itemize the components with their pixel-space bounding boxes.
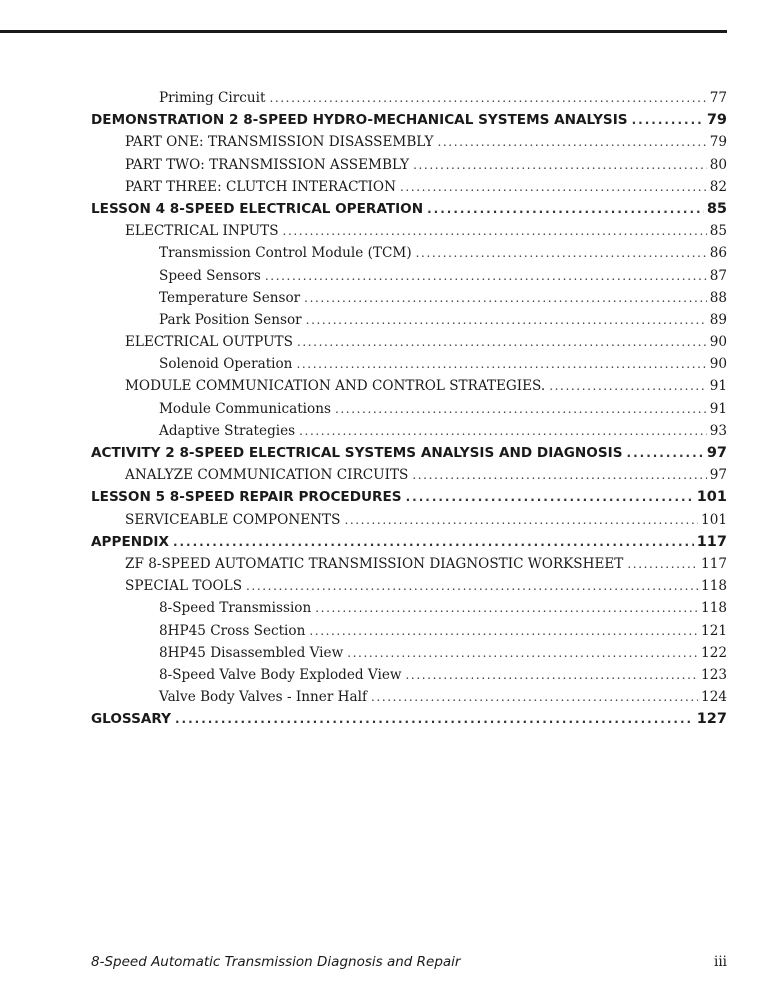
toc-entry[interactable] [91,242,727,264]
toc-entry-title: ANALYZE COMMUNICATION CIRCUITS [125,467,409,484]
toc-entry-page: 117 [701,555,727,572]
toc-entry-page: 123 [701,666,727,683]
toc-entry-title: PART THREE: CLUTCH INTERACTION [125,178,396,195]
toc-entry[interactable] [91,553,727,575]
dot-leader [416,242,707,264]
toc-entry[interactable] [91,287,727,309]
toc-section-entry[interactable] [91,708,727,730]
dot-leader [412,464,706,486]
dot-leader [269,87,706,109]
toc-entry-title: SPECIAL TOOLS [125,578,243,595]
toc-entry[interactable] [91,509,727,531]
toc-entry-title: LESSON 4 8-SPEED ELECTRICAL OPERATION [91,200,424,217]
toc-entry-page: 89 [709,311,727,328]
toc-entry-page: 79 [709,134,727,151]
dot-leader [283,220,707,242]
dot-leader [304,287,707,309]
toc-entry[interactable] [91,331,727,353]
toc-entry-page: 87 [709,267,727,284]
toc-entry[interactable] [91,220,727,242]
toc-entry-page: 77 [709,90,727,106]
toc-entry-page: 118 [701,578,727,595]
toc-entry-page: 88 [709,289,727,306]
toc-entry[interactable] [91,176,727,198]
toc-entry-title: Priming Circuit [159,90,266,106]
toc-entry-page: 79 [706,112,727,129]
toc-entry-page: 118 [701,600,727,617]
toc-entry-page: 91 [709,378,727,395]
toc-entry-page: 80 [709,156,727,173]
toc-entry-page: 90 [709,356,727,373]
dot-leader [265,265,707,287]
toc-entry-title: Module Communications [159,400,331,417]
toc-entry-page: 97 [706,445,727,461]
toc-section-entry[interactable] [91,486,727,508]
toc-entry[interactable] [91,664,727,686]
toc-entry-page: 101 [696,489,727,506]
toc-entry[interactable] [91,87,727,109]
footer-page-number: iii [714,954,727,970]
table-of-contents [91,87,727,730]
toc-entry-title: Solenoid Operation [159,356,293,373]
toc-entry[interactable] [91,265,727,287]
toc-entry-title: APPENDIX [91,533,169,550]
toc-entry-title: Adaptive Strategies [159,422,296,439]
toc-entry-page: 121 [701,622,727,639]
dot-leader [347,642,698,664]
toc-entry-title: Valve Body Valves - Inner Half [159,689,367,706]
footer-book-title: 8-Speed Automatic Transmission Diagnosis and Repair [91,954,461,970]
toc-entry-page: 85 [709,223,727,240]
dot-leader [406,486,694,508]
toc-entry-page: 127 [696,711,727,728]
toc-entry-title: 8HP45 Cross Section [159,622,306,639]
dot-leader [371,686,698,708]
toc-section-entry[interactable] [91,442,727,464]
toc-entry-page: 97 [709,467,727,484]
toc-entry-title: LESSON 5 8-SPEED REPAIR PROCEDURES [91,489,402,506]
toc-entry[interactable] [91,620,727,642]
dot-leader [309,620,698,642]
toc-entry-title: DEMONSTRATION 2 8-SPEED HYDRO-MECHANICAL SYSTEMS ANALYSIS [91,112,628,129]
toc-entry[interactable] [91,309,727,331]
toc-entry[interactable] [91,642,727,664]
toc-entry[interactable] [91,398,727,420]
toc-entry[interactable] [91,420,727,442]
toc-entry[interactable] [91,575,727,597]
dot-leader [175,708,694,730]
toc-entry[interactable] [91,597,727,619]
dot-leader [627,442,704,464]
toc-entry-title: ZF 8-SPEED AUTOMATIC TRANSMISSION DIAGNOSTIC WORKSHEET [125,555,624,572]
toc-entry-title: GLOSSARY [91,711,171,728]
toc-entry-title: PART TWO: TRANSMISSION ASSEMBLY [125,156,410,173]
dot-leader [296,353,706,375]
toc-section-entry[interactable] [91,198,727,220]
toc-entry-page: 91 [709,400,727,417]
toc-entry-title: ELECTRICAL OUTPUTS [125,334,293,351]
toc-entry[interactable] [91,131,727,153]
toc-entry[interactable] [91,464,727,486]
header-rule [0,30,727,33]
dot-leader [549,375,706,397]
toc-entry-title: ELECTRICAL INPUTS [125,223,279,240]
dot-leader [627,553,698,575]
toc-section-entry[interactable] [91,109,727,131]
toc-entry-title: 8HP45 Disassembled View [159,644,344,661]
toc-entry-page: 86 [709,245,727,262]
dot-leader [306,309,707,331]
toc-entry-title: 8-Speed Valve Body Exploded View [159,666,402,683]
dot-leader [297,331,707,353]
dot-leader [427,198,704,220]
toc-entry-page: 101 [701,511,727,528]
toc-entry-title: SERVICEABLE COMPONENTS [125,511,341,528]
toc-entry[interactable] [91,154,727,176]
dot-leader [437,131,706,153]
toc-section-entry[interactable] [91,531,727,553]
toc-entry-page: 124 [701,689,727,706]
dot-leader [173,531,694,553]
dot-leader [246,575,698,597]
dot-leader [335,398,707,420]
toc-entry-title: MODULE COMMUNICATION AND CONTROL STRATEGIES. [125,378,546,395]
dot-leader [400,176,707,198]
dot-leader [413,154,707,176]
toc-entry-title: ACTIVITY 2 8-SPEED ELECTRICAL SYSTEMS ANALYSIS AND DIAGNOSIS [91,445,623,461]
toc-entry-title: Speed Sensors [159,267,261,284]
toc-entry-title: Park Position Sensor [159,311,302,328]
toc-entry-page: 93 [709,422,727,439]
dot-leader [406,664,699,686]
toc-entry-title: PART ONE: TRANSMISSION DISASSEMBLY [125,134,434,151]
toc-entry[interactable] [91,686,727,708]
toc-entry[interactable] [91,375,727,397]
dot-leader [632,109,704,131]
dot-leader [299,420,707,442]
toc-entry-title: Temperature Sensor [159,289,301,306]
page-footer [91,954,727,976]
dot-leader [344,509,698,531]
toc-entry-page: 85 [706,200,727,217]
dot-leader [315,597,698,619]
toc-entry-page: 122 [701,644,727,661]
toc-entry-title: Transmission Control Module (TCM) [159,245,412,262]
toc-entry-page: 82 [709,178,727,195]
toc-entry-page: 117 [696,533,727,550]
toc-entry[interactable] [91,353,727,375]
toc-entry-title: 8-Speed Transmission [159,600,312,617]
toc-entry-page: 90 [709,334,727,351]
